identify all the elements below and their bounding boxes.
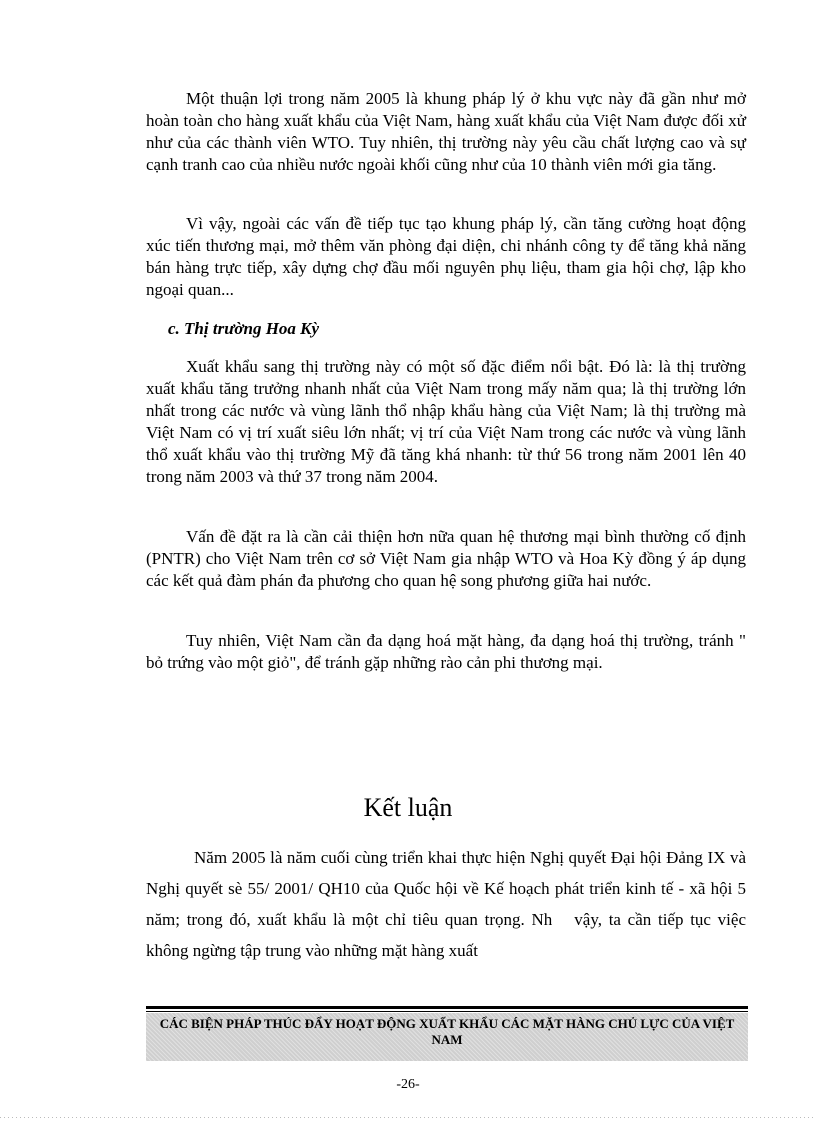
section-heading-us-market: c. Thị trường Hoa Kỳ [168, 319, 320, 338]
conclusion-text-part1: Năm 2005 là năm cuối cùng triển khai thực hiện Nghị quyết Đại hội Đảng IX và Nghị quyết sè 55/ 2001/ QH10 của Quốc hội về Kế hoạch phát triển kinh tế - xã hội 5 năm; trong đó, xuất khẩu là một chỉ tiêu quan trọng. Nh [146, 848, 746, 929]
paragraph-pntr: Vấn đề đặt ra là cần cải thiện hơn nữa quan hệ thương mại bình thường cố định (PNTR) cho Việt Nam trên cơ sở Việt Nam gia nhập WTO và Hoa Kỳ đồng ý áp dụng các kết quả đàm phán đa phương cho quan hệ song phương giữa hai nước. [146, 527, 746, 590]
footer-title: CÁC BIỆN PHÁP THÚC ĐẨY HOẠT ĐỘNG XUẤT KHẨU CÁC MẶT HÀNG CHỦ LỰC CỦA VIỆT NAM [159, 1016, 735, 1047]
bottom-dotted-border [0, 1117, 816, 1118]
footer-rule-thick [146, 1006, 748, 1009]
page-number: -26- [396, 1077, 420, 1092]
paragraph-us-market-features: Xuất khẩu sang thị trường này có một số đặc điểm nổi bật. Đó là: là thị trường xuất khẩu tăng trưởng nhanh nhất của Việt Nam trong mấy năm qua; là thị trường lớn nhất trong các nước và vùng lãnh thổ nhập khẩu hàng của Việt Nam; là thị trường mà Việt Nam có vị trí xuất siêu lớn nhất; vị trí của Việt Nam trong các nước và vùng lãnh thổ xuất khẩu vào thị trường Mỹ đã tăng khá nhanh: từ thứ 56 trong năm 2001 lên 40 trong năm 2003 và thứ 37 trong năm 2004. [146, 357, 746, 486]
paragraph-trade-promotion: Vì vậy, ngoài các vấn đề tiếp tục tạo khung pháp lý, cần tăng cường hoạt động xúc tiến thương mại, mở thêm văn phòng đại diện, chi nhánh công ty để tăng khả năng bán hàng trực tiếp, xây dựng chợ đầu mối nguyên phụ liệu, tham gia hội chợ, lập kho ngoại quan... [146, 214, 746, 299]
paragraph-legal-framework: Một thuận lợi trong năm 2005 là khung pháp lý ở khu vực này đã gần như mở hoàn toàn cho hàng xuất khẩu của Việt Nam, hàng xuất khẩu của Việt Nam được đối xử như của các thành viên WTO. Tuy nhiên, thị trường này yêu cầu chất lượng cao và sự cạnh tranh cao của nhiều nước ngoài khối cũng như của 10 thành viên mới gia tăng. [146, 89, 746, 174]
conclusion-text-part2: vậy, ta cần tiếp tục việc không ngừng tập trung vào những mặt hàng xuất [146, 910, 746, 960]
conclusion-title: Kết luận [363, 793, 453, 822]
footer-rule-thin [146, 1011, 748, 1012]
paragraph-diversification: Tuy nhiên, Việt Nam cần đa dạng hoá mặt hàng, đa dạng hoá thị trường, tránh " bỏ trứng vào một giỏ", để tránh gặp những rào cản phi thương mại. [146, 631, 746, 672]
conclusion-paragraph [146, 842, 746, 966]
